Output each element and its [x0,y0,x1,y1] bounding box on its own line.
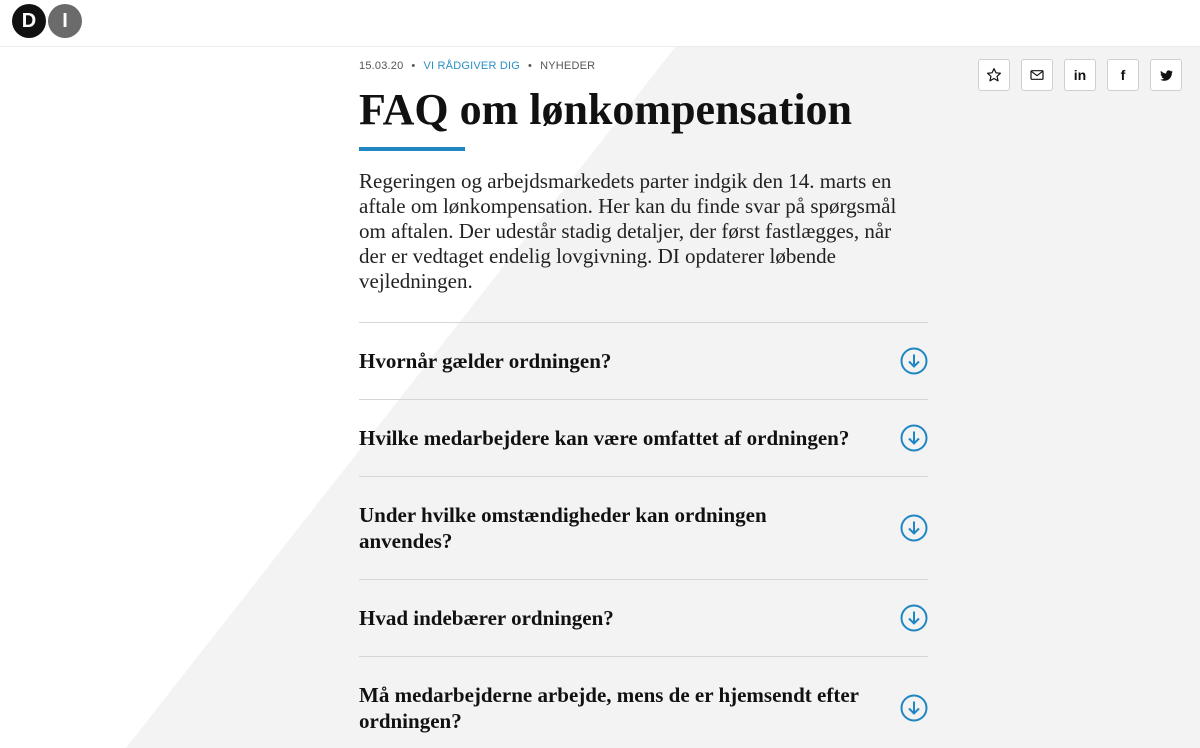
faq-question: Hvornår gælder ordningen? [359,349,612,373]
faq-item[interactable] [359,322,928,399]
faq-item[interactable] [359,656,928,748]
title-accent-underline [359,147,465,151]
twitter-icon [1159,68,1174,83]
page-title: FAQ om lønkompensation [359,85,853,134]
arrow-down-circle-icon[interactable] [900,424,928,452]
bookmark-button[interactable] [978,59,1010,91]
share-toolbar [967,59,1182,91]
facebook-share-button[interactable] [1107,59,1139,91]
logo-letter-d: D [12,4,46,38]
faq-item[interactable] [359,399,928,476]
faq-question: Må medarbejderne arbejde, mens de er hjemsendt efter ordningen? [359,683,859,733]
faq-item[interactable] [359,476,928,579]
arrow-down-circle-icon[interactable] [900,514,928,542]
article-meta [359,60,595,72]
article-intro: Regeringen og arbejdsmarkedets parter indgik den 14. marts en aftale om lønkompensation. Her kan du finde svar på spørgsmål om aftalen. Der udestår stadig detaljer, der først fastlægges, når der er vedtaget endelig lovgivning. DI opdaterer løbende vejledningen. [359,169,897,293]
logo-letter-i: I [48,4,82,38]
arrow-down-circle-icon[interactable] [900,604,928,632]
top-bar [0,0,1200,47]
mail-icon [1029,67,1045,83]
star-icon [986,67,1002,83]
meta-separator: • [411,60,416,72]
email-share-button[interactable] [1021,59,1053,91]
faq-question: Hvilke medarbejdere kan være omfattet af ordningen? [359,426,850,450]
di-logo[interactable] [12,4,82,38]
linkedin-icon: in [1073,67,1087,83]
article-date: 15.03.20 [359,60,404,72]
facebook-icon: f [1120,67,1126,83]
arrow-down-circle-icon[interactable] [900,694,928,722]
arrow-down-circle-icon[interactable] [900,347,928,375]
twitter-share-button[interactable] [1150,59,1182,91]
faq-question: Under hvilke omstændigheder kan ordningen anvendes? [359,503,767,553]
faq-question: Hvad indebærer ordningen? [359,606,614,630]
linkedin-share-button[interactable] [1064,59,1096,91]
article-category-link[interactable]: VI RÅDGIVER DIG [423,60,521,72]
faq-list [359,322,928,748]
meta-separator: • [528,60,533,72]
faq-item[interactable] [359,579,928,656]
article-section: NYHEDER [540,60,596,72]
